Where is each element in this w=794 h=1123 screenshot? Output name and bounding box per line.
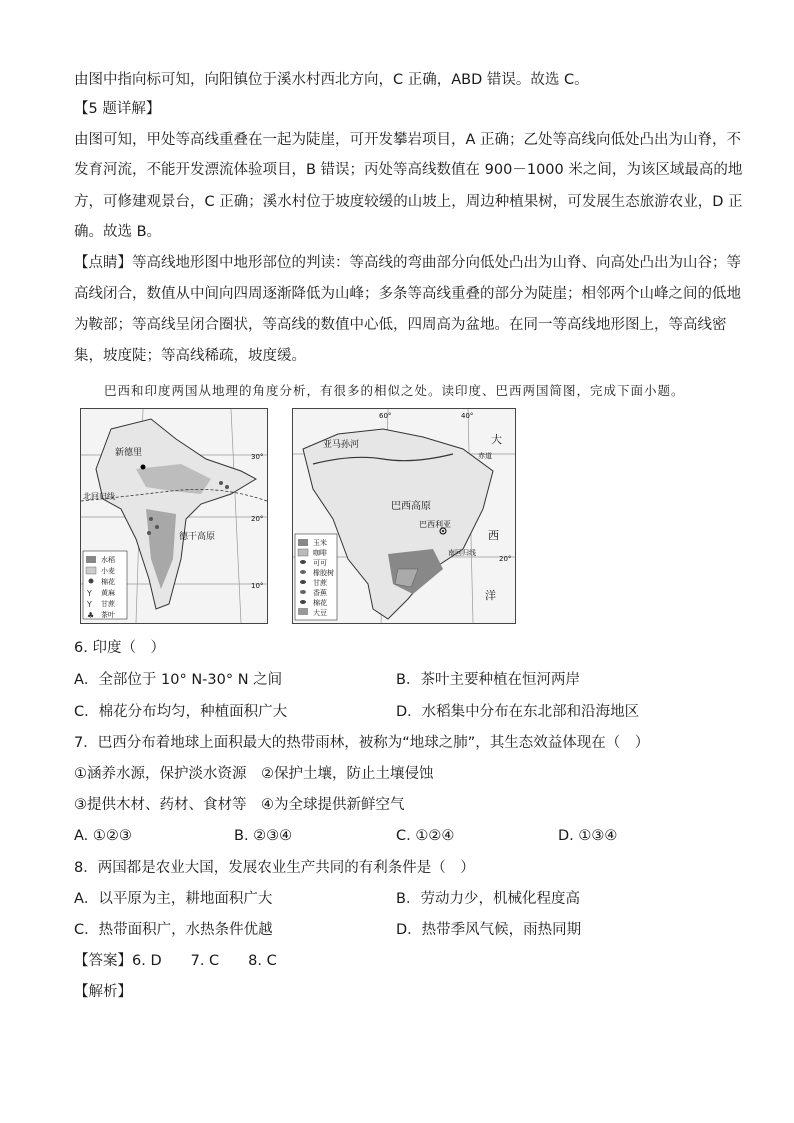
label-lat20: 20° xyxy=(251,515,264,523)
answer-label: 【答案】 xyxy=(74,953,132,969)
q6-stem: 6. 印度（ ） xyxy=(74,640,165,656)
legend-india-2: 小麦 xyxy=(101,567,115,575)
q6-option-d[interactable]: D．水稻集中分布在东北部和沿海地区 xyxy=(396,704,640,720)
answer-row xyxy=(74,951,277,971)
legend-brazil-2: 咖啡 xyxy=(313,549,327,557)
q6-option-b[interactable]: B．茶叶主要种植在恒河两岸 xyxy=(396,672,580,688)
label-deccan: 德干高原 xyxy=(179,532,216,542)
label-brazil-plateau: 巴西高原 xyxy=(391,501,431,512)
label-lat10: 10° xyxy=(251,582,264,590)
legend-brazil-1: 玉米 xyxy=(313,539,327,547)
label-lat30: 30° xyxy=(251,453,264,461)
q8-option-d[interactable]: D．热带季风气候，雨热同期 xyxy=(396,922,582,938)
tip-line-2: 高线闭合，数值从中间向四周逐渐降低为山峰；多条等高线重叠的部分为陡崖；相邻两个山峰之间的低地 xyxy=(74,286,741,302)
label-brasilia: 巴西利亚 xyxy=(419,520,451,529)
q7-stem: 7．巴西分布着地球上面积最大的热带雨林，被称为“地球之肺”，其生态效益体现在（ ） xyxy=(74,735,650,751)
q5-line-2: 发育河流，不能开发漂流体验项目，B 错误；丙处等高线数值在 900－1000 米之间，为该区域最高的地 xyxy=(74,162,743,178)
q5-line-3: 方，可修建观景台，C 正确；溪水村位于坡度较缓的山坡上，周边种植果树，可发展生态旅游农业，D 正 xyxy=(74,194,743,210)
legend-india-5: 甘蔗 xyxy=(101,600,115,608)
svg-text:Y: Y xyxy=(87,600,92,609)
q7-option-a[interactable]: A. ①②③ xyxy=(74,828,132,844)
analysis-header: 【解析】 xyxy=(74,984,132,1000)
brazil-map-drawing xyxy=(293,409,515,623)
q8-option-b[interactable]: B．劳动力少，机械化程度高 xyxy=(396,891,580,907)
india-map xyxy=(80,408,268,624)
q8-option-a[interactable]: A．以平原为主，耕地面积广大 xyxy=(74,891,273,907)
tip-line-3: 为鞍部；等高线呈闭合圈状，等高线的数值中心低，四周高为盆地。在同一等高线地形图上，等高线密 xyxy=(74,317,727,333)
india-map-drawing xyxy=(81,409,267,623)
paragraph-q4-conclusion: 由图中指向标可知，向阳镇位于溪水村西北方向，C 正确，ABD 错误。故选 C。 xyxy=(74,72,589,88)
q5-line-1: 由图可知，甲处等高线重叠在一起为陡崖，可开发攀岩项目，A 正确；乙处等高线向低处凸出为山脊，不 xyxy=(74,132,742,148)
label-ocean-3: 洋 xyxy=(485,589,496,602)
q7-option-c[interactable]: C. ①②④ xyxy=(396,828,455,844)
svg-text:♣: ♣ xyxy=(87,611,95,620)
tip-line-1: 【点睛】等高线地形图中地形部位的判读：等高线的弯曲部分向低处凸出为山脊、向高处凸出为山谷；等 xyxy=(74,255,741,271)
svg-text:Y: Y xyxy=(87,589,92,598)
legend-india-4: 黄麻 xyxy=(101,589,115,597)
label-tropic-south: 南回归线 xyxy=(448,549,476,557)
answer-values: 6. D 7. C 8. C xyxy=(132,953,277,969)
figure-caption: 巴西和印度两国从地理的角度分析，有很多的相似之处。读印度、巴西两国简图，完成下面小题。 xyxy=(104,383,685,398)
legend-brazil-7: 棉花 xyxy=(313,599,327,607)
q5-line-4: 确。故选 B。 xyxy=(74,224,162,240)
legend-brazil-5: 甘蔗 xyxy=(313,579,327,587)
label-ocean-1: 大 xyxy=(491,433,502,446)
legend-brazil-3: 可可 xyxy=(313,559,327,567)
label-lon40: 40° xyxy=(461,412,474,420)
q7-option-d[interactable]: D. ①③④ xyxy=(558,828,618,844)
q8-stem: 8．两国都是农业大国，发展农业生产共同的有利条件是（ ） xyxy=(74,860,475,876)
legend-brazil-4: 橡胶树 xyxy=(313,569,334,577)
q7-statement-1: ①涵养水源，保护淡水资源 ②保护土壤，防止土壤侵蚀 xyxy=(74,766,434,782)
legend-india-3: 棉花 xyxy=(101,578,115,586)
legend-india-6: 茶叶 xyxy=(101,611,115,619)
label-newdelhi: 新德里 xyxy=(115,448,143,458)
q8-option-c[interactable]: C．热带面积广，水热条件优越 xyxy=(74,922,273,938)
legend-india-1: 水稻 xyxy=(101,556,115,564)
q7-option-b[interactable]: B. ②③④ xyxy=(234,828,293,844)
legend-brazil-8: 大豆 xyxy=(313,609,327,617)
label-lat20-br: 20° xyxy=(499,555,512,563)
q5-header: 【5 题详解】 xyxy=(74,101,161,117)
legend-brazil-6: 香蕉 xyxy=(313,589,327,597)
q6-option-a[interactable]: A．全部位于 10° N-30° N 之间 xyxy=(74,672,283,688)
label-equator: 赤道 xyxy=(478,452,492,460)
label-lon60: 60° xyxy=(379,412,392,420)
q6-option-c[interactable]: C．棉花分布均匀，种植面积广大 xyxy=(74,704,288,720)
q7-statement-2: ③提供木材、药材、食材等 ④为全球提供新鲜空气 xyxy=(74,797,405,813)
tip-line-4: 集，坡度陡；等高线稀疏，坡度缓。 xyxy=(74,348,306,364)
label-tropic-north: 北回归线 xyxy=(83,492,115,501)
label-amazon: 亚马孙河 xyxy=(323,440,360,450)
brazil-map xyxy=(292,408,516,624)
label-ocean-2: 西 xyxy=(488,529,499,542)
